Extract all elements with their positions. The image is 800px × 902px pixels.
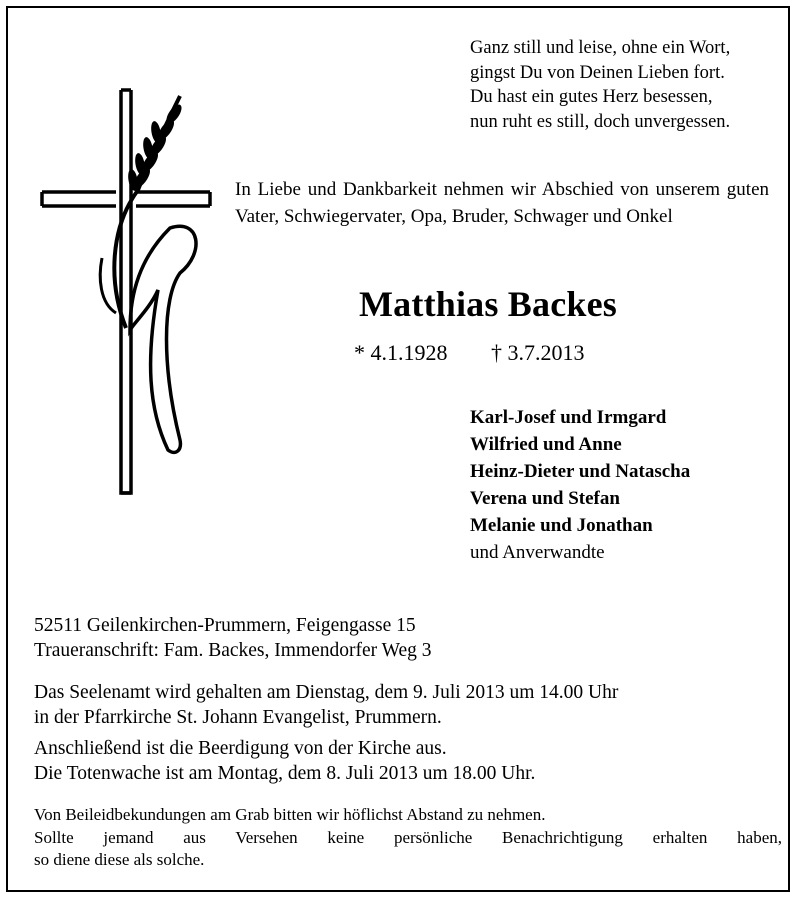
family-member: Heinz-Dieter und Natascha (470, 461, 691, 482)
vigil-line: Die Totenwache ist am Montag, dem 8. Juli 2013 um 18.00 Uhr. (34, 763, 536, 784)
deceased-name: Matthias Backes (359, 284, 617, 324)
address-block (34, 613, 432, 663)
relatives-line: und Anverwandte (470, 542, 605, 563)
burial-line: Anschließend ist die Beerdigung von der Kirche aus. (34, 738, 447, 759)
mourning-address: Traueranschrift: Fam. Backes, Immendorfer Weg 3 (34, 640, 432, 661)
home-address: 52511 Geilenkirchen-Prummern, Feigengasse 15 (34, 615, 416, 636)
requiem-line: Das Seelenamt wird gehalten am Dienstag, dem 9. Juli 2013 um 14.00 Uhr (34, 682, 619, 703)
life-dates (354, 338, 585, 368)
obituary-notice (6, 6, 790, 892)
cross-with-wheat-icon (30, 68, 220, 508)
memorial-poem (470, 36, 730, 134)
family-member: Karl-Josef und Irmgard (470, 407, 667, 428)
church-line: in der Pfarrkirche St. Johann Evangelist, Prummern. (34, 707, 442, 728)
farewell-intro: In Liebe und Dankbarkeit nehmen wir Abschied von unserem guten Vater, Schwiegervater, Opa, Bruder, Schwager und Onkel (235, 179, 769, 227)
poem-line: nun ruht es still, doch unvergessen. (470, 111, 731, 132)
death-date: † 3.7.2013 (491, 340, 585, 365)
family-member: Melanie und Jonathan (470, 515, 653, 536)
poem-line: Ganz still und leise, ohne ein Wort, (470, 38, 731, 58)
poem-line: Du hast ein gutes Herz besessen, (470, 87, 713, 107)
mourning-family (470, 404, 690, 566)
family-member: Verena und Stefan (470, 488, 620, 509)
notification-line-end: so diene diese als solche. (34, 850, 205, 869)
service-details (34, 680, 618, 786)
family-member: Wilfried und Anne (470, 434, 622, 455)
condolence-line: Von Beileidbekundungen am Grab bitten wir höflichst Abstand zu nehmen. (34, 805, 546, 824)
poem-line: gingst Du von Deinen Lieben fort. (470, 62, 725, 83)
closing-note (34, 804, 782, 872)
birth-date: * 4.1.1928 (354, 340, 448, 365)
notification-line: Sollte jemand aus Versehen keine persönliche Benachrichtigung erhalten haben, (34, 827, 782, 847)
